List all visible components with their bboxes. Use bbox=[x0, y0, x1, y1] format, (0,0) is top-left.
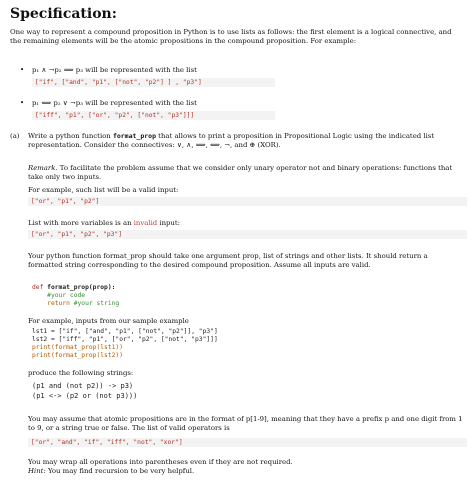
invalid-intro-pre: List with more variables is an bbox=[28, 219, 134, 227]
bullet-dot: • bbox=[20, 66, 25, 74]
invalid-code bbox=[28, 230, 467, 239]
hint-label: Hint: bbox=[28, 467, 46, 475]
output-code bbox=[32, 381, 137, 401]
valid-code-text: ["or", "p1", "p2"] bbox=[31, 198, 100, 205]
example1-code bbox=[32, 78, 275, 87]
intro-paragraph: One way to represent a compound proposition in Python is to use lists as follows: the first element is a logical connective, and the remaining elements will be the atomic propositions in the compound proposition. For example: bbox=[10, 28, 452, 45]
operators-code bbox=[28, 438, 467, 447]
task-label: (a) bbox=[10, 132, 20, 140]
output-line: (p1 and (not p2)) -> p3) bbox=[32, 382, 134, 390]
bullet-dot: • bbox=[20, 99, 25, 107]
output-line: (p1 <-> (p2 or (not p3))) bbox=[32, 392, 138, 400]
hint-paragraph bbox=[28, 467, 194, 476]
inputs-line: print(format_prop(lst2)) bbox=[32, 352, 123, 359]
invalid-intro bbox=[28, 219, 180, 228]
code-signature: format_prop(prop): bbox=[43, 284, 116, 291]
operators-code-text: ["or", "and", "if", "iff", "not", "xor"] bbox=[31, 439, 183, 446]
remark-paragraph bbox=[28, 164, 464, 182]
hint-text: You may find recursion to be very helpful. bbox=[45, 467, 195, 475]
inputs-line: lst1 = ["if", ["and", "p1", ["not", "p2"]], "p3"] bbox=[32, 328, 218, 335]
remark-text: To facilitate the problem assume that we consider only unary operator not and binary operations: functions that take only two inputs. bbox=[28, 164, 453, 181]
produce-intro: produce the following strings: bbox=[28, 369, 134, 377]
page-title: Specification: bbox=[10, 6, 117, 22]
inputs-line: lst2 = ["iff", "p1", ["or", "p2", ["not", "p3"]]] bbox=[32, 336, 218, 343]
invalid-intro-post: input: bbox=[157, 219, 180, 227]
valid-intro: For example, such list will be a valid input: bbox=[28, 186, 179, 194]
invalid-code-text: ["or", "p1", "p2", "p3"] bbox=[31, 231, 122, 238]
example2-formula: p₁ ⟺ p₂ ∨ ¬p₃ will be represented with the list bbox=[32, 99, 197, 107]
example1-code-text: ["if", ["and", "p1", ["not", "p2"] ] , "p3"] bbox=[35, 79, 202, 86]
code-keyword-def: def bbox=[32, 284, 44, 291]
inputs-intro: For example, inputs from our sample example bbox=[28, 317, 189, 325]
task-paragraph bbox=[28, 132, 464, 150]
invalid-word: invalid bbox=[133, 219, 158, 227]
task-text-pre: Write a python function bbox=[28, 132, 113, 140]
wrap-paragraph: You may wrap all operations into parentheses even if they are not required. bbox=[28, 458, 293, 466]
example2-code bbox=[32, 111, 275, 120]
function-code bbox=[32, 284, 119, 308]
task-function-name: format_prop bbox=[112, 132, 156, 140]
code-comment: #your code bbox=[32, 292, 86, 299]
inputs-code bbox=[32, 328, 218, 360]
assume-paragraph: You may assume that atomic propositions are in the format of p[1-9], meaning that they have a prefix p and one digit from 1 to 9, or a string true or false. The list of valid operators is bbox=[28, 415, 463, 432]
task-text-post: that allows to print a proposition in Propositional Logic using the indicated list representation. Consider the connectives: ∨, ∧, ⟹, ⟺, ¬, and ⊕ (XOR). bbox=[28, 132, 435, 149]
code-comment: #your string bbox=[69, 300, 120, 307]
code-keyword-return: return bbox=[32, 300, 70, 307]
example2-code-text: ["iff", "p1", ["or", "p2", ["not", "p3"]]] bbox=[35, 112, 195, 119]
remark-label: Remark. bbox=[28, 164, 58, 172]
inputs-line: print(format_prop(lst1)) bbox=[32, 344, 123, 351]
example1-formula: p₁ ∧ ¬p₂ ⟹ p₃ will be represented with the list bbox=[32, 66, 197, 74]
valid-code bbox=[28, 197, 467, 206]
function-description: Your python function format_prop should take one argument prop, list of strings and other lists. It should return a formatted string corresponding to the desired compound proposition. Assume all inputs are valid. bbox=[28, 252, 428, 269]
